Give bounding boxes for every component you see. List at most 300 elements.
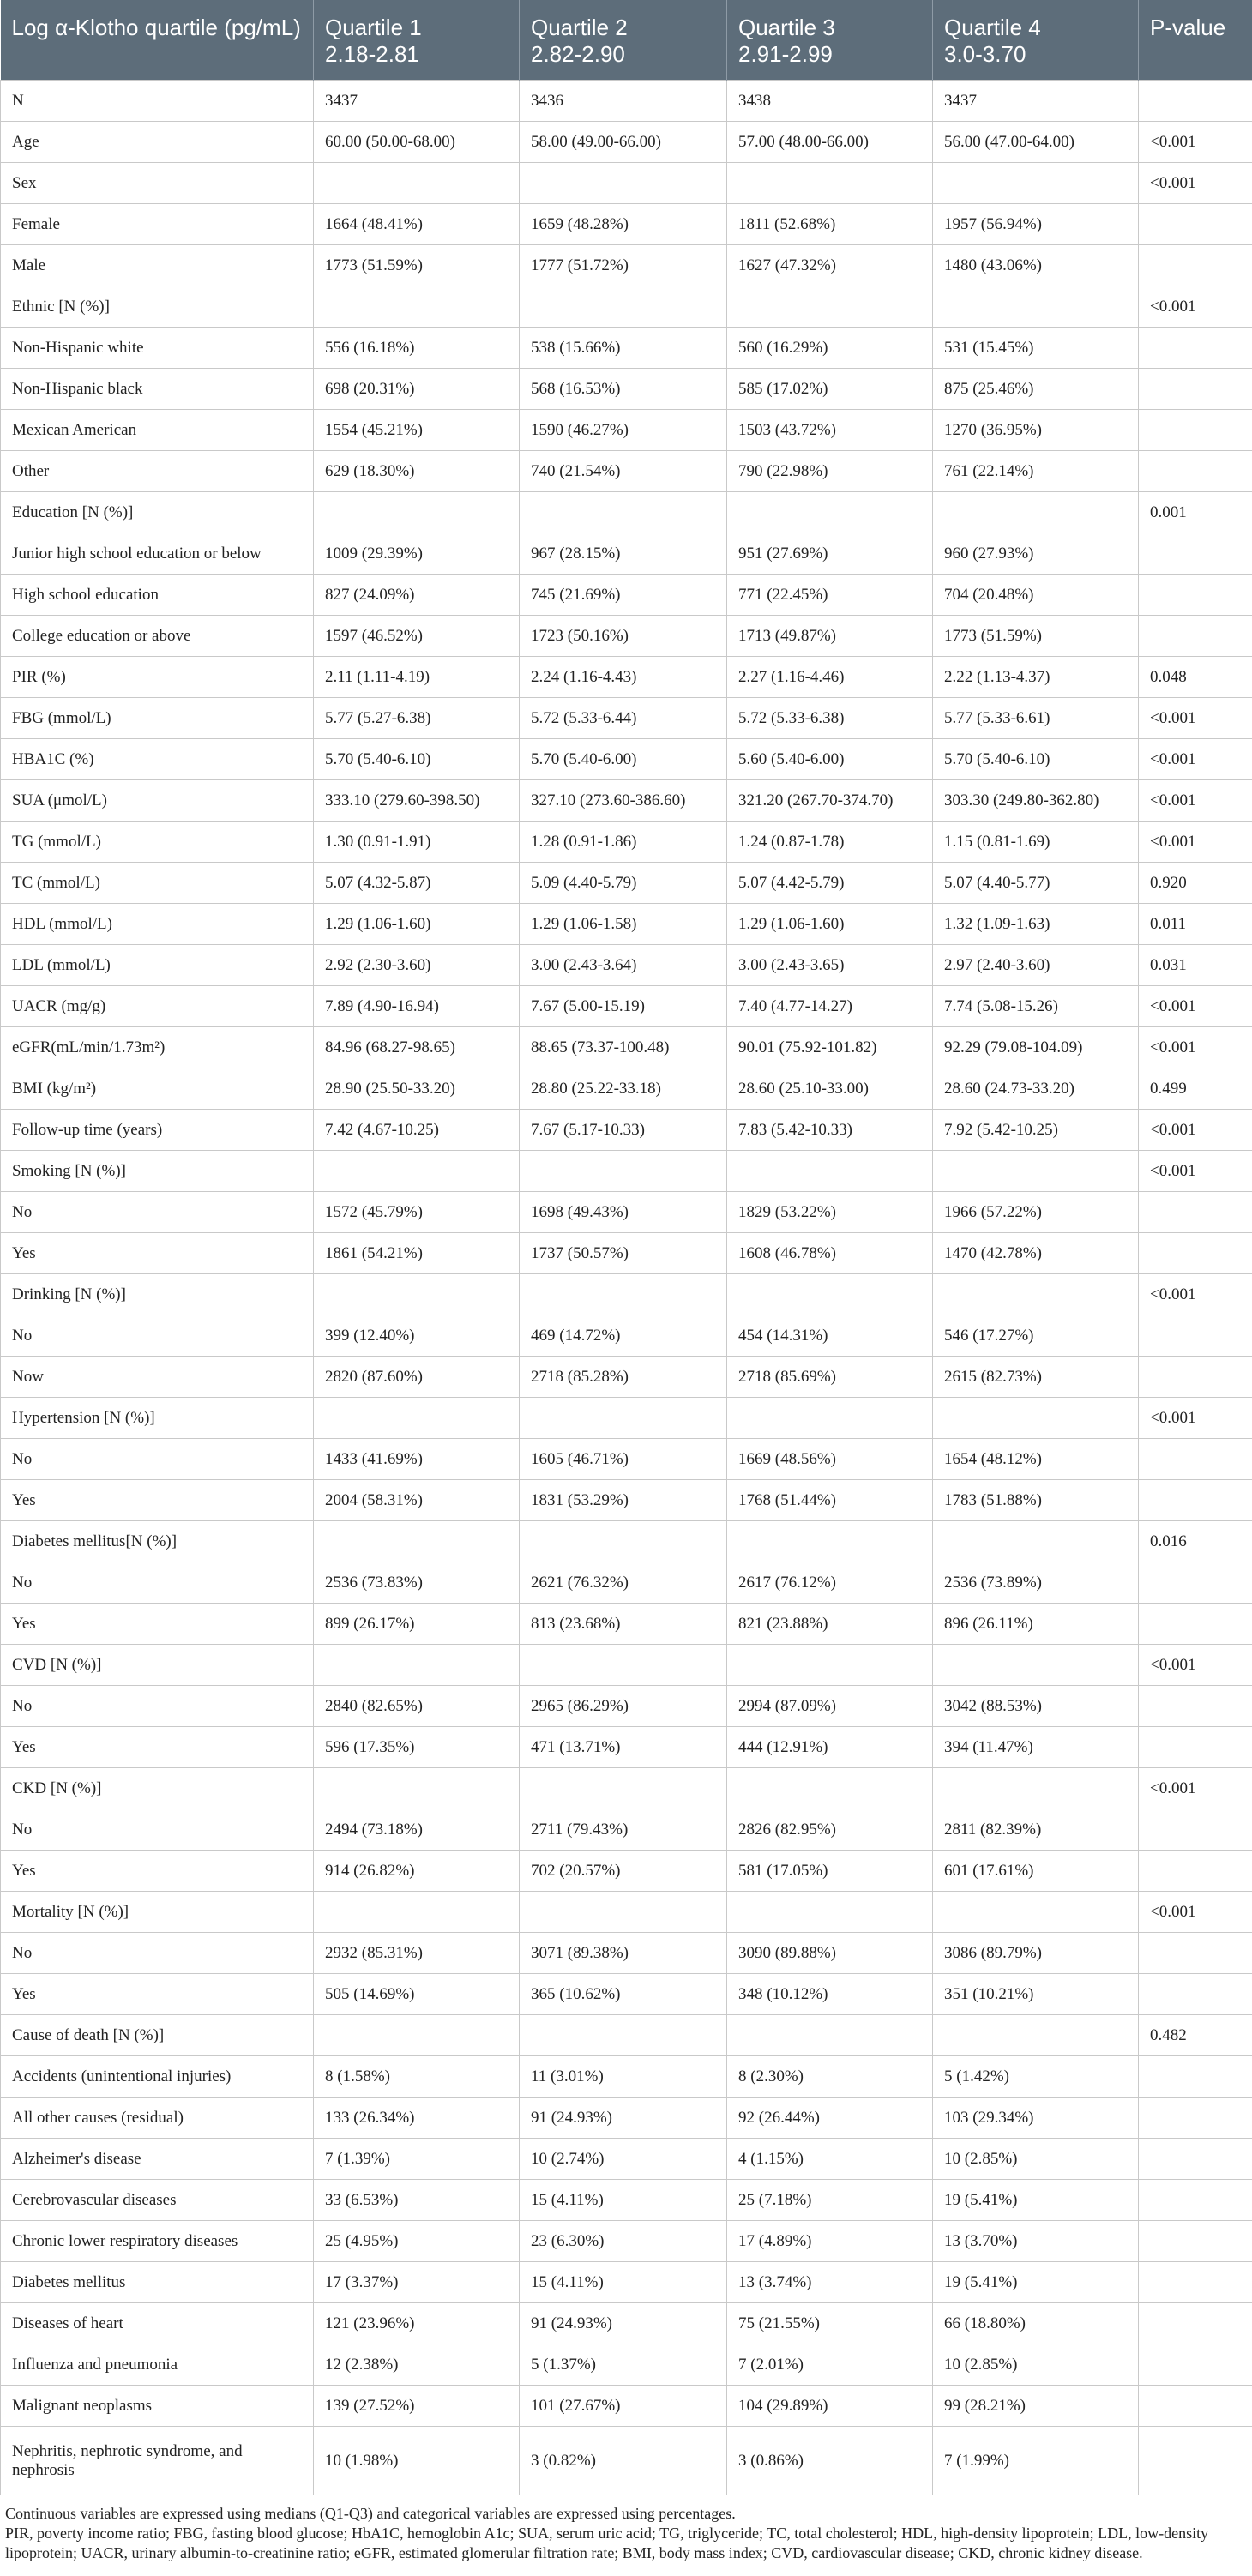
header-quartile-3 bbox=[727, 0, 933, 81]
p-value-cell bbox=[1139, 2180, 1252, 2221]
variable-cell: Cause of death [N (%)] bbox=[1, 2015, 314, 2056]
quartile-1-cell: 2494 (73.18%) bbox=[314, 1809, 520, 1851]
quartile-1-cell: 2004 (58.31%) bbox=[314, 1480, 520, 1521]
quartile-3-cell: 1.24 (0.87-1.78) bbox=[727, 822, 933, 863]
footnote-line-1: Continuous variables are expressed using medians (Q1-Q3) and categorical variables are expressed using percentages. bbox=[5, 2505, 736, 2522]
quartile-3-cell: 454 (14.31%) bbox=[727, 1315, 933, 1357]
quartile-2-cell: 2965 (86.29%) bbox=[520, 1686, 727, 1727]
quartile-2-cell bbox=[520, 1521, 727, 1562]
quartile-4-cell: 19 (5.41%) bbox=[933, 2262, 1139, 2303]
table-row bbox=[1, 1274, 1252, 1315]
p-value-cell bbox=[1139, 2098, 1252, 2139]
quartile-2-cell: 1605 (46.71%) bbox=[520, 1439, 727, 1480]
quartile-3-cell: 348 (10.12%) bbox=[727, 1974, 933, 2015]
variable-cell: No bbox=[1, 1809, 314, 1851]
quartile-1-cell: 5.07 (4.32-5.87) bbox=[314, 863, 520, 904]
p-value-cell: <0.001 bbox=[1139, 780, 1252, 822]
quartile-2-cell bbox=[520, 1645, 727, 1686]
variable-cell: No bbox=[1, 1933, 314, 1974]
quartile-3-cell: 7.83 (5.42-10.33) bbox=[727, 1110, 933, 1151]
table-row bbox=[1, 1604, 1252, 1645]
variable-cell: Nephritis, nephrotic syndrome, and nephrosis bbox=[1, 2427, 314, 2495]
quartile-1-cell: 698 (20.31%) bbox=[314, 369, 520, 410]
p-value-cell: <0.001 bbox=[1139, 163, 1252, 204]
table-row bbox=[1, 822, 1252, 863]
quartile-4-cell: 546 (17.27%) bbox=[933, 1315, 1139, 1357]
quartile-1-cell: 121 (23.96%) bbox=[314, 2303, 520, 2344]
p-value-cell bbox=[1139, 2303, 1252, 2344]
quartile-3-cell bbox=[727, 1892, 933, 1933]
variable-cell: BMI (kg/m²) bbox=[1, 1068, 314, 1110]
variable-cell: Now bbox=[1, 1357, 314, 1398]
quartile-4-cell: 5 (1.42%) bbox=[933, 2056, 1139, 2098]
variable-cell: Diabetes mellitus[N (%)] bbox=[1, 1521, 314, 1562]
quartile-2-cell: 3 (0.82%) bbox=[520, 2427, 727, 2495]
quartile-3-cell: 13 (3.74%) bbox=[727, 2262, 933, 2303]
quartile-1-cell: 333.10 (279.60-398.50) bbox=[314, 780, 520, 822]
quartile-1-cell: 2536 (73.83%) bbox=[314, 1562, 520, 1604]
table-row bbox=[1, 986, 1252, 1027]
quartile-1-cell: 2840 (82.65%) bbox=[314, 1686, 520, 1727]
table-row bbox=[1, 492, 1252, 533]
p-value-cell bbox=[1139, 328, 1252, 369]
quartile-1-cell: 3437 bbox=[314, 81, 520, 122]
table-row bbox=[1, 369, 1252, 410]
quartile-3-cell: 3.00 (2.43-3.65) bbox=[727, 945, 933, 986]
quartile-3-cell: 1811 (52.68%) bbox=[727, 204, 933, 245]
quartile-4-cell: 1773 (51.59%) bbox=[933, 616, 1139, 657]
quartile-1-cell: 1597 (46.52%) bbox=[314, 616, 520, 657]
p-value-cell: <0.001 bbox=[1139, 822, 1252, 863]
table-row bbox=[1, 1233, 1252, 1274]
quartile-2-cell: 5.70 (5.40-6.00) bbox=[520, 739, 727, 780]
quartile-1-cell: 827 (24.09%) bbox=[314, 575, 520, 616]
variable-cell: Non-Hispanic white bbox=[1, 328, 314, 369]
quartile-3-cell: 3 (0.86%) bbox=[727, 2427, 933, 2495]
quartile-4-cell: 92.29 (79.08-104.09) bbox=[933, 1027, 1139, 1068]
quartile-1-cell bbox=[314, 1892, 520, 1933]
quartile-3-cell: 821 (23.88%) bbox=[727, 1604, 933, 1645]
quartile-3-cell: 790 (22.98%) bbox=[727, 451, 933, 492]
quartile-3-cell: 444 (12.91%) bbox=[727, 1727, 933, 1768]
table-row bbox=[1, 2056, 1252, 2098]
p-value-cell bbox=[1139, 245, 1252, 286]
variable-cell: Junior high school education or below bbox=[1, 533, 314, 575]
header-quartile-label: Log α-Klotho quartile (pg/mL) bbox=[1, 0, 314, 81]
quartile-3-cell: 2617 (76.12%) bbox=[727, 1562, 933, 1604]
quartile-2-cell: 2711 (79.43%) bbox=[520, 1809, 727, 1851]
quartile-1-cell: 2.11 (1.11-4.19) bbox=[314, 657, 520, 698]
quartile-3-cell: 104 (29.89%) bbox=[727, 2386, 933, 2427]
quartile-2-cell: 740 (21.54%) bbox=[520, 451, 727, 492]
quartile-1-cell: 1009 (29.39%) bbox=[314, 533, 520, 575]
variable-cell: Cerebrovascular diseases bbox=[1, 2180, 314, 2221]
header-quartile-4 bbox=[933, 0, 1139, 81]
table-row bbox=[1, 698, 1252, 739]
quartile-4-cell: 601 (17.61%) bbox=[933, 1851, 1139, 1892]
p-value-cell bbox=[1139, 2139, 1252, 2180]
quartile-3-cell: 7 (2.01%) bbox=[727, 2344, 933, 2386]
quartile-1-cell: 2820 (87.60%) bbox=[314, 1357, 520, 1398]
quartile-3-cell: 1608 (46.78%) bbox=[727, 1233, 933, 1274]
table-footnote bbox=[0, 2495, 1252, 2563]
variable-cell: Diabetes mellitus bbox=[1, 2262, 314, 2303]
quartile-3-cell: 5.72 (5.33-6.38) bbox=[727, 698, 933, 739]
variable-cell: Education [N (%)] bbox=[1, 492, 314, 533]
quartile-3-cell: 2718 (85.69%) bbox=[727, 1357, 933, 1398]
quartile-4-cell: 28.60 (24.73-33.20) bbox=[933, 1068, 1139, 1110]
quartile-1-cell: 17 (3.37%) bbox=[314, 2262, 520, 2303]
p-value-cell bbox=[1139, 1480, 1252, 1521]
p-value-cell: 0.001 bbox=[1139, 492, 1252, 533]
quartile-4-cell bbox=[933, 1645, 1139, 1686]
variable-cell: No bbox=[1, 1315, 314, 1357]
quartile-4-cell: 99 (28.21%) bbox=[933, 2386, 1139, 2427]
quartile-2-cell: 365 (10.62%) bbox=[520, 1974, 727, 2015]
variable-cell: N bbox=[1, 81, 314, 122]
table-row bbox=[1, 1398, 1252, 1439]
quartile-1-cell: 12 (2.38%) bbox=[314, 2344, 520, 2386]
quartile-2-cell: 2.24 (1.16-4.43) bbox=[520, 657, 727, 698]
quartile-4-cell bbox=[933, 1521, 1139, 1562]
quartile-4-cell: 2.97 (2.40-3.60) bbox=[933, 945, 1139, 986]
quartile-2-cell: 10 (2.74%) bbox=[520, 2139, 727, 2180]
variable-cell: Influenza and pneumonia bbox=[1, 2344, 314, 2386]
quartile-1-cell: 2932 (85.31%) bbox=[314, 1933, 520, 1974]
quartile-1-cell: 33 (6.53%) bbox=[314, 2180, 520, 2221]
variable-cell: FBG (mmol/L) bbox=[1, 698, 314, 739]
quartile-1-cell: 2.92 (2.30-3.60) bbox=[314, 945, 520, 986]
quartile-4-cell: 10 (2.85%) bbox=[933, 2344, 1139, 2386]
quartile-1-cell: 5.77 (5.27-6.38) bbox=[314, 698, 520, 739]
quartile-2-cell: 7.67 (5.17-10.33) bbox=[520, 1110, 727, 1151]
p-value-cell bbox=[1139, 1315, 1252, 1357]
table-row bbox=[1, 2427, 1252, 2495]
quartile-1-cell: 1572 (45.79%) bbox=[314, 1192, 520, 1233]
quartile-2-cell: 23 (6.30%) bbox=[520, 2221, 727, 2262]
quartile-2-cell: 3436 bbox=[520, 81, 727, 122]
quartile-3-cell: 2.27 (1.16-4.46) bbox=[727, 657, 933, 698]
variable-cell: SUA (μmol/L) bbox=[1, 780, 314, 822]
quartile-2-cell: 5 (1.37%) bbox=[520, 2344, 727, 2386]
p-value-cell bbox=[1139, 1974, 1252, 2015]
p-value-cell: <0.001 bbox=[1139, 1768, 1252, 1809]
quartile-1-cell: 10 (1.98%) bbox=[314, 2427, 520, 2495]
table-header bbox=[1, 0, 1252, 81]
quartile-1-cell: 7 (1.39%) bbox=[314, 2139, 520, 2180]
p-value-cell bbox=[1139, 1727, 1252, 1768]
table-row bbox=[1, 2180, 1252, 2221]
p-value-cell bbox=[1139, 1562, 1252, 1604]
quartile-4-cell bbox=[933, 1768, 1139, 1809]
header-quartile-1-name: Quartile 1 bbox=[325, 15, 422, 40]
variable-cell: All other causes (residual) bbox=[1, 2098, 314, 2139]
quartile-2-cell: 568 (16.53%) bbox=[520, 369, 727, 410]
quartile-1-cell bbox=[314, 492, 520, 533]
variable-cell: Sex bbox=[1, 163, 314, 204]
header-quartile-2-name: Quartile 2 bbox=[531, 15, 628, 40]
quartile-1-cell: 8 (1.58%) bbox=[314, 2056, 520, 2098]
table-row bbox=[1, 328, 1252, 369]
quartile-4-cell bbox=[933, 2015, 1139, 2056]
p-value-cell: <0.001 bbox=[1139, 1027, 1252, 1068]
p-value-cell: <0.001 bbox=[1139, 122, 1252, 163]
quartile-2-cell bbox=[520, 1274, 727, 1315]
quartile-3-cell: 560 (16.29%) bbox=[727, 328, 933, 369]
quartile-1-cell: 1773 (51.59%) bbox=[314, 245, 520, 286]
quartile-1-cell: 7.42 (4.67-10.25) bbox=[314, 1110, 520, 1151]
quartile-2-cell: 1831 (53.29%) bbox=[520, 1480, 727, 1521]
quartile-2-cell: 7.67 (5.00-15.19) bbox=[520, 986, 727, 1027]
table-row bbox=[1, 1192, 1252, 1233]
quartile-4-cell: 896 (26.11%) bbox=[933, 1604, 1139, 1645]
quartile-2-cell: 967 (28.15%) bbox=[520, 533, 727, 575]
quartile-2-cell: 471 (13.71%) bbox=[520, 1727, 727, 1768]
p-value-cell bbox=[1139, 2386, 1252, 2427]
quartile-4-cell: 531 (15.45%) bbox=[933, 328, 1139, 369]
table-row bbox=[1, 2098, 1252, 2139]
p-value-cell: <0.001 bbox=[1139, 698, 1252, 739]
quartile-4-cell: 960 (27.93%) bbox=[933, 533, 1139, 575]
quartile-4-cell: 1654 (48.12%) bbox=[933, 1439, 1139, 1480]
variable-cell: Ethnic [N (%)] bbox=[1, 286, 314, 328]
quartile-1-cell: 1.29 (1.06-1.60) bbox=[314, 904, 520, 945]
quartile-2-cell bbox=[520, 1151, 727, 1192]
quartile-1-cell: 28.90 (25.50-33.20) bbox=[314, 1068, 520, 1110]
table-row bbox=[1, 2139, 1252, 2180]
quartile-1-cell: 133 (26.34%) bbox=[314, 2098, 520, 2139]
table-row bbox=[1, 616, 1252, 657]
quartile-1-cell: 5.70 (5.40-6.10) bbox=[314, 739, 520, 780]
variable-cell: HBA1C (%) bbox=[1, 739, 314, 780]
quartile-2-cell: 11 (3.01%) bbox=[520, 2056, 727, 2098]
quartile-3-cell: 25 (7.18%) bbox=[727, 2180, 933, 2221]
quartile-2-cell: 702 (20.57%) bbox=[520, 1851, 727, 1892]
quartile-3-cell: 1713 (49.87%) bbox=[727, 616, 933, 657]
p-value-cell: 0.031 bbox=[1139, 945, 1252, 986]
table-row bbox=[1, 739, 1252, 780]
p-value-cell bbox=[1139, 2344, 1252, 2386]
quartile-1-cell bbox=[314, 1398, 520, 1439]
variable-cell: Smoking [N (%)] bbox=[1, 1151, 314, 1192]
quartile-4-cell: 2811 (82.39%) bbox=[933, 1809, 1139, 1851]
quartile-2-cell bbox=[520, 286, 727, 328]
p-value-cell bbox=[1139, 1686, 1252, 1727]
quartile-2-cell bbox=[520, 1398, 727, 1439]
quartile-3-cell bbox=[727, 163, 933, 204]
quartile-3-cell bbox=[727, 2015, 933, 2056]
p-value-cell bbox=[1139, 451, 1252, 492]
table-row bbox=[1, 657, 1252, 698]
quartile-2-cell: 101 (27.67%) bbox=[520, 2386, 727, 2427]
variable-cell: Diseases of heart bbox=[1, 2303, 314, 2344]
table-row bbox=[1, 1521, 1252, 1562]
quartile-2-cell: 1590 (46.27%) bbox=[520, 410, 727, 451]
quartile-2-cell: 15 (4.11%) bbox=[520, 2180, 727, 2221]
quartile-1-cell bbox=[314, 1768, 520, 1809]
quartile-1-cell: 7.89 (4.90-16.94) bbox=[314, 986, 520, 1027]
p-value-cell: <0.001 bbox=[1139, 1892, 1252, 1933]
variable-cell: Yes bbox=[1, 1480, 314, 1521]
quartile-2-cell: 1.28 (0.91-1.86) bbox=[520, 822, 727, 863]
quartile-4-cell: 5.07 (4.40-5.77) bbox=[933, 863, 1139, 904]
variable-cell: Yes bbox=[1, 1727, 314, 1768]
quartile-2-cell: 3.00 (2.43-3.64) bbox=[520, 945, 727, 986]
quartile-2-cell: 1698 (49.43%) bbox=[520, 1192, 727, 1233]
quartile-4-cell: 10 (2.85%) bbox=[933, 2139, 1139, 2180]
p-value-cell: <0.001 bbox=[1139, 1398, 1252, 1439]
quartile-4-cell: 1470 (42.78%) bbox=[933, 1233, 1139, 1274]
quartile-4-cell bbox=[933, 1274, 1139, 1315]
quartile-4-cell: 1270 (36.95%) bbox=[933, 410, 1139, 451]
table-row bbox=[1, 1768, 1252, 1809]
quartile-1-cell bbox=[314, 1274, 520, 1315]
variable-cell: Other bbox=[1, 451, 314, 492]
quartile-2-cell: 1737 (50.57%) bbox=[520, 1233, 727, 1274]
quartile-3-cell: 3438 bbox=[727, 81, 933, 122]
quartile-2-cell: 2718 (85.28%) bbox=[520, 1357, 727, 1398]
variable-cell: Accidents (unintentional injuries) bbox=[1, 2056, 314, 2098]
quartile-3-cell bbox=[727, 286, 933, 328]
quartile-1-cell: 1664 (48.41%) bbox=[314, 204, 520, 245]
p-value-cell: <0.001 bbox=[1139, 286, 1252, 328]
quartile-2-cell: 5.09 (4.40-5.79) bbox=[520, 863, 727, 904]
p-value-cell bbox=[1139, 1192, 1252, 1233]
p-value-cell bbox=[1139, 1233, 1252, 1274]
quartile-2-cell: 813 (23.68%) bbox=[520, 1604, 727, 1645]
variable-cell: No bbox=[1, 1439, 314, 1480]
variable-cell: Yes bbox=[1, 1851, 314, 1892]
quartile-2-cell: 91 (24.93%) bbox=[520, 2098, 727, 2139]
variable-cell: Non-Hispanic black bbox=[1, 369, 314, 410]
quartile-4-cell: 3086 (89.79%) bbox=[933, 1933, 1139, 1974]
table-row bbox=[1, 575, 1252, 616]
quartile-4-cell: 2615 (82.73%) bbox=[933, 1357, 1139, 1398]
quartile-3-cell: 1627 (47.32%) bbox=[727, 245, 933, 286]
table-row bbox=[1, 904, 1252, 945]
quartile-3-cell: 1829 (53.22%) bbox=[727, 1192, 933, 1233]
quartile-4-cell bbox=[933, 163, 1139, 204]
quartile-1-cell bbox=[314, 2015, 520, 2056]
quartile-3-cell: 1768 (51.44%) bbox=[727, 1480, 933, 1521]
p-value-cell: 0.048 bbox=[1139, 657, 1252, 698]
quartile-2-cell: 3071 (89.38%) bbox=[520, 1933, 727, 1974]
p-value-cell bbox=[1139, 204, 1252, 245]
quartile-4-cell: 1966 (57.22%) bbox=[933, 1192, 1139, 1233]
header-quartile-1 bbox=[314, 0, 520, 81]
variable-cell: Female bbox=[1, 204, 314, 245]
variable-cell: Yes bbox=[1, 1974, 314, 2015]
table-row bbox=[1, 1480, 1252, 1521]
quartile-1-cell: 399 (12.40%) bbox=[314, 1315, 520, 1357]
quartile-4-cell: 5.70 (5.40-6.10) bbox=[933, 739, 1139, 780]
p-value-cell bbox=[1139, 1933, 1252, 1974]
quartile-3-cell: 75 (21.55%) bbox=[727, 2303, 933, 2344]
quartile-4-cell: 351 (10.21%) bbox=[933, 1974, 1139, 2015]
quartile-3-cell bbox=[727, 1398, 933, 1439]
quartile-2-cell bbox=[520, 1892, 727, 1933]
quartile-2-cell bbox=[520, 2015, 727, 2056]
variable-cell: Follow-up time (years) bbox=[1, 1110, 314, 1151]
quartile-2-cell: 469 (14.72%) bbox=[520, 1315, 727, 1357]
quartile-2-cell: 58.00 (49.00-66.00) bbox=[520, 122, 727, 163]
quartile-3-cell: 771 (22.45%) bbox=[727, 575, 933, 616]
quartile-4-cell bbox=[933, 492, 1139, 533]
variable-cell: PIR (%) bbox=[1, 657, 314, 698]
p-value-cell: 0.011 bbox=[1139, 904, 1252, 945]
p-value-cell bbox=[1139, 616, 1252, 657]
quartile-3-cell: 3090 (89.88%) bbox=[727, 1933, 933, 1974]
quartile-1-cell: 629 (18.30%) bbox=[314, 451, 520, 492]
header-quartile-1-range: 2.18-2.81 bbox=[325, 41, 419, 67]
table-row bbox=[1, 2344, 1252, 2386]
table-row bbox=[1, 1851, 1252, 1892]
variable-cell: Yes bbox=[1, 1604, 314, 1645]
header-quartile-3-range: 2.91-2.99 bbox=[738, 41, 833, 67]
table-row bbox=[1, 1562, 1252, 1604]
p-value-cell bbox=[1139, 1439, 1252, 1480]
variable-cell: Age bbox=[1, 122, 314, 163]
table-row bbox=[1, 1027, 1252, 1068]
quartile-3-cell: 28.60 (25.10-33.00) bbox=[727, 1068, 933, 1110]
quartile-3-cell: 951 (27.69%) bbox=[727, 533, 933, 575]
table-row bbox=[1, 1068, 1252, 1110]
quartile-4-cell: 1.15 (0.81-1.69) bbox=[933, 822, 1139, 863]
quartile-3-cell: 1.29 (1.06-1.60) bbox=[727, 904, 933, 945]
quartile-3-cell: 92 (26.44%) bbox=[727, 2098, 933, 2139]
quartile-4-cell bbox=[933, 286, 1139, 328]
quartile-3-cell: 17 (4.89%) bbox=[727, 2221, 933, 2262]
variable-cell: Chronic lower respiratory diseases bbox=[1, 2221, 314, 2262]
header-quartile-4-name: Quartile 4 bbox=[944, 15, 1041, 40]
table-row bbox=[1, 1315, 1252, 1357]
header-row bbox=[1, 0, 1252, 81]
variable-cell: Yes bbox=[1, 1233, 314, 1274]
table-row bbox=[1, 163, 1252, 204]
table-row bbox=[1, 204, 1252, 245]
quartile-4-cell: 1480 (43.06%) bbox=[933, 245, 1139, 286]
p-value-cell: 0.482 bbox=[1139, 2015, 1252, 2056]
quartile-1-cell: 84.96 (68.27-98.65) bbox=[314, 1027, 520, 1068]
quartile-1-cell: 596 (17.35%) bbox=[314, 1727, 520, 1768]
table-row bbox=[1, 122, 1252, 163]
variable-cell: Hypertension [N (%)] bbox=[1, 1398, 314, 1439]
quartile-4-cell: 13 (3.70%) bbox=[933, 2221, 1139, 2262]
quartile-1-cell: 899 (26.17%) bbox=[314, 1604, 520, 1645]
p-value-cell: <0.001 bbox=[1139, 1151, 1252, 1192]
header-quartile-2-range: 2.82-2.90 bbox=[531, 41, 625, 67]
quartile-4-cell: 3437 bbox=[933, 81, 1139, 122]
quartile-2-cell: 15 (4.11%) bbox=[520, 2262, 727, 2303]
p-value-cell bbox=[1139, 533, 1252, 575]
quartile-3-cell: 321.20 (267.70-374.70) bbox=[727, 780, 933, 822]
header-p-value: P-value bbox=[1139, 0, 1252, 81]
header-quartile-2 bbox=[520, 0, 727, 81]
table-row bbox=[1, 286, 1252, 328]
quartile-4-cell: 875 (25.46%) bbox=[933, 369, 1139, 410]
p-value-cell: 0.920 bbox=[1139, 863, 1252, 904]
quartile-4-cell: 66 (18.80%) bbox=[933, 2303, 1139, 2344]
quartile-2-cell: 745 (21.69%) bbox=[520, 575, 727, 616]
quartile-3-cell: 5.07 (4.42-5.79) bbox=[727, 863, 933, 904]
quartile-2-cell: 88.65 (73.37-100.48) bbox=[520, 1027, 727, 1068]
quartile-4-cell: 56.00 (47.00-64.00) bbox=[933, 122, 1139, 163]
table-row bbox=[1, 81, 1252, 122]
quartile-4-cell: 103 (29.34%) bbox=[933, 2098, 1139, 2139]
table-body bbox=[1, 81, 1252, 2495]
variable-cell: Malignant neoplasms bbox=[1, 2386, 314, 2427]
quartile-2-cell bbox=[520, 163, 727, 204]
